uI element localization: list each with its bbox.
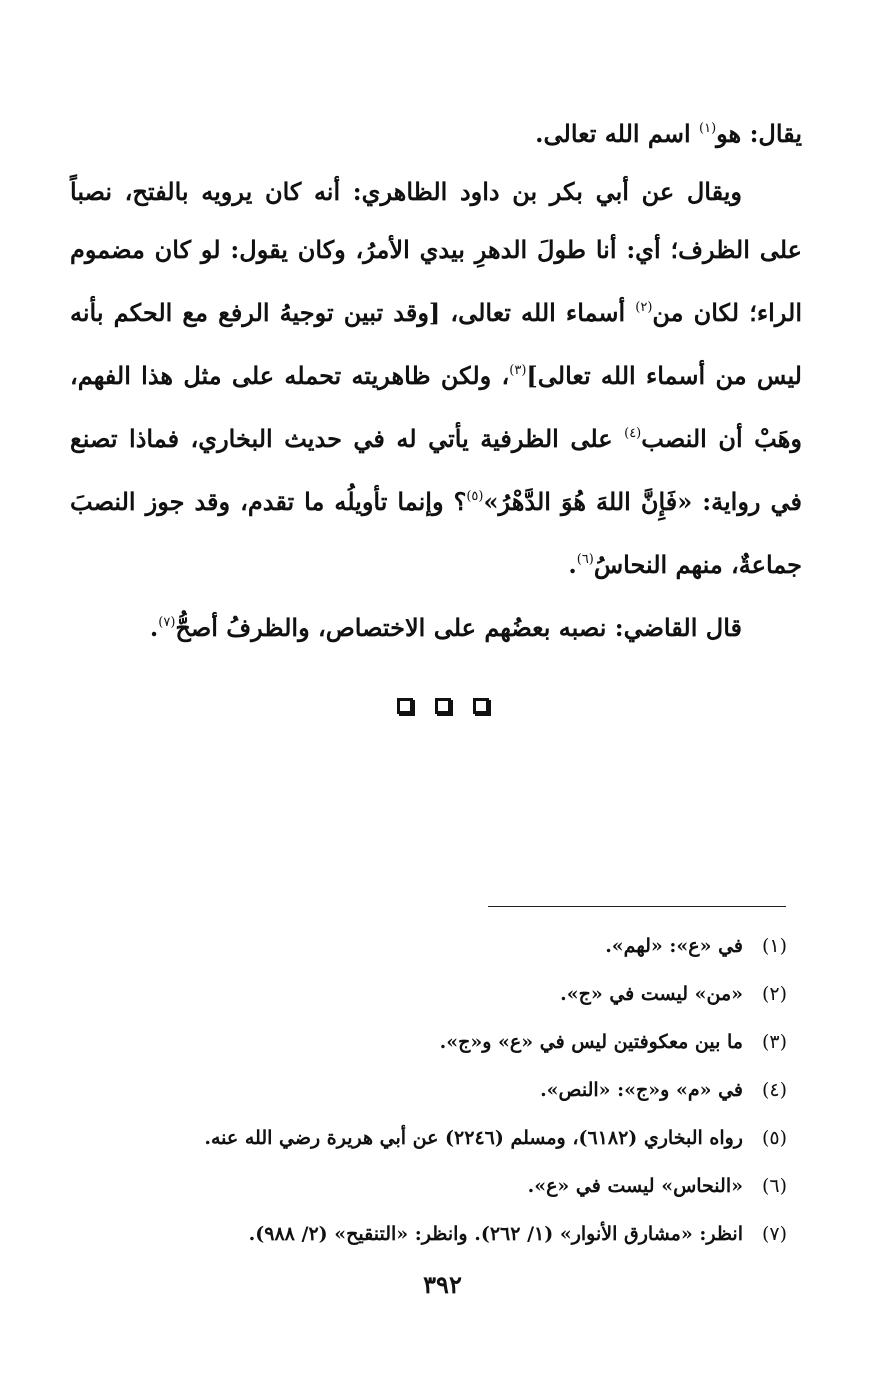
footnote-number: (٥) — [761, 1127, 787, 1149]
footnote-item — [127, 1162, 787, 1210]
separator-square-icon — [397, 698, 413, 714]
text-segment: . — [149, 613, 159, 642]
footnote-divider — [488, 906, 786, 907]
text-segment: . — [568, 550, 577, 579]
footnote-number: (٣) — [761, 1031, 787, 1053]
footnote-reference: (٧) — [158, 615, 176, 630]
footnote-item — [127, 922, 787, 970]
footnote-number: (١) — [761, 935, 787, 957]
footnote-item — [127, 1066, 787, 1114]
footnote-text: انظر: «مشارق الأنوار» (١/ ٢٦٢). وانظر: «التنقيح» (٢/ ٩٨٨). — [248, 1223, 743, 1245]
footnote-text: في «ع»: «لهم». — [605, 935, 743, 957]
text-segment: ويقال عن أبي بكر بن داود الظاهري: أنه كان يرويه بالفتح، نصباً على الظرف؛ أي: أنا طولَ الدهرِ بيدي الأمرُ، وكان يقول: لو كان مضموم الراء؛ لكان من — [70, 177, 802, 327]
footnote-reference: (٤) — [624, 426, 642, 441]
separator-square-icon — [435, 698, 451, 714]
footnote-text: رواه البخاري (٦١٨٢)، ومسلم (٢٢٤٦) عن أبي هريرة رضي الله عنه. — [204, 1127, 743, 1149]
footnote-text: ما بين معكوفتين ليس في «ع» و«ج». — [439, 1031, 743, 1053]
footnote-text: «النحاس» ليست في «ع». — [527, 1175, 743, 1197]
text-segment: ، ولكن ظاهريته تحمله على مثل هذا الفهم، وهَبْ أن النصب — [70, 361, 802, 453]
footnote-item — [127, 1114, 787, 1162]
footnotes — [127, 922, 787, 1258]
text-segment: ؟ وإنما تأويلُه ما تقدم، وقد جوز النصبَ جماعةٌ، منهم النحاسُ — [70, 487, 802, 579]
footnote-number: (٧) — [761, 1223, 787, 1245]
footnote-number: (٦) — [761, 1175, 787, 1197]
text-segment: قال القاضي: نصبه بعضُهم على الاختصاص، والظرفُ أصحُّ — [175, 613, 742, 642]
text-segment: يقال: هو — [716, 119, 802, 148]
footnote-reference: (٦) — [576, 552, 594, 567]
footnote-item — [127, 1210, 787, 1258]
footnote-text: في «م» و«ج»: «النص». — [540, 1079, 743, 1101]
footnote-text: «من» ليست في «ج». — [560, 983, 743, 1005]
page-number: ٣٩٢ — [423, 1270, 462, 1299]
text-segment: على الظرفية يأتي له في حديث البخاري، فماذا تصنع في رواية: «فَإِنَّ اللهَ هُوَ الدَّهْرُ» — [70, 424, 803, 516]
section-separator — [0, 698, 885, 714]
footnote-item — [127, 1018, 787, 1066]
main-text — [70, 100, 802, 657]
paragraph — [70, 594, 802, 657]
footnote-number: (٢) — [761, 983, 787, 1005]
text-segment: اسم الله تعالى. — [535, 119, 700, 148]
paragraph — [70, 163, 802, 594]
footnote-item — [127, 970, 787, 1018]
footnote-reference: (١) — [699, 121, 717, 136]
footnote-reference: (٥) — [466, 489, 484, 504]
footnote-number: (٤) — [761, 1079, 787, 1101]
footnote-reference: (٢) — [635, 300, 653, 315]
text-segment: أسماء الله تعالى، [وقد تبين توجيهُ الرفع مع الحكم بأنه ليس من أسماء الله تعالى] — [70, 298, 802, 390]
footnote-reference: (٣) — [509, 363, 527, 378]
separator-square-icon — [473, 698, 489, 714]
paragraph — [70, 100, 802, 163]
